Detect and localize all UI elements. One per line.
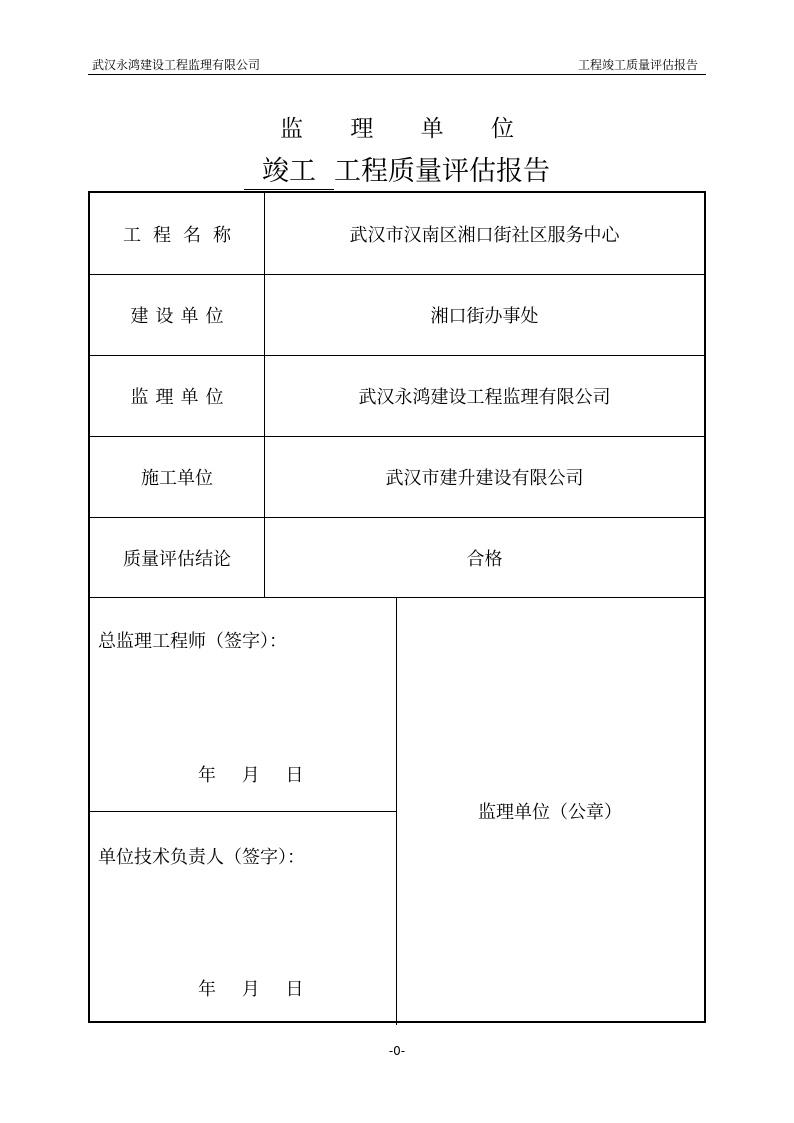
tech-signature-date: 年 月 日 [198, 979, 304, 1000]
value-project-name: 武汉市汉南区湘口街社区服务中心 [349, 224, 620, 246]
row-conclusion [90, 517, 704, 598]
header-doc-type: 工程竣工质量评估报告 [577, 58, 698, 72]
row-supervisor [90, 355, 704, 436]
report-table [88, 191, 706, 1023]
title-report-name: 工程质量评估报告 [334, 156, 550, 187]
label-owner: 建设单位 [130, 305, 231, 327]
grid-line [264, 193, 265, 597]
label-contractor: 施工单位 [141, 467, 213, 489]
page-number: -0- [388, 1044, 406, 1058]
chief-signature-date: 年 月 日 [198, 765, 304, 786]
grid-line [90, 517, 704, 518]
value-contractor: 武汉市建升建设有限公司 [385, 467, 584, 489]
row-project-name [90, 193, 704, 274]
seal-area [396, 597, 704, 1025]
header-company: 武汉永鸿建设工程监理有限公司 [92, 58, 261, 72]
value-owner: 湘口街办事处 [430, 305, 539, 327]
grid-line [90, 811, 397, 812]
title-line2 [0, 152, 794, 192]
label-project-name: 工程名称 [123, 224, 243, 246]
title-line1: 监 理 单 位 [280, 116, 534, 142]
label-supervisor: 监理单位 [130, 386, 231, 408]
seal-label: 监理单位（公章） [478, 802, 622, 823]
row-contractor [90, 436, 704, 517]
row-owner [90, 274, 704, 355]
grid-line [90, 436, 704, 437]
chief-engineer-signature-label: 总监理工程师（签字）： [98, 631, 287, 652]
header-rule [88, 74, 706, 75]
title-project-type: 竣工 [244, 155, 334, 190]
tech-leader-signature-label: 单位技术负责人（签字）： [98, 847, 305, 868]
grid-line [90, 274, 704, 275]
value-supervisor: 武汉永鸿建设工程监理有限公司 [358, 386, 611, 408]
grid-line [90, 355, 704, 356]
label-conclusion: 质量评估结论 [123, 548, 231, 570]
value-conclusion: 合格 [466, 548, 503, 570]
